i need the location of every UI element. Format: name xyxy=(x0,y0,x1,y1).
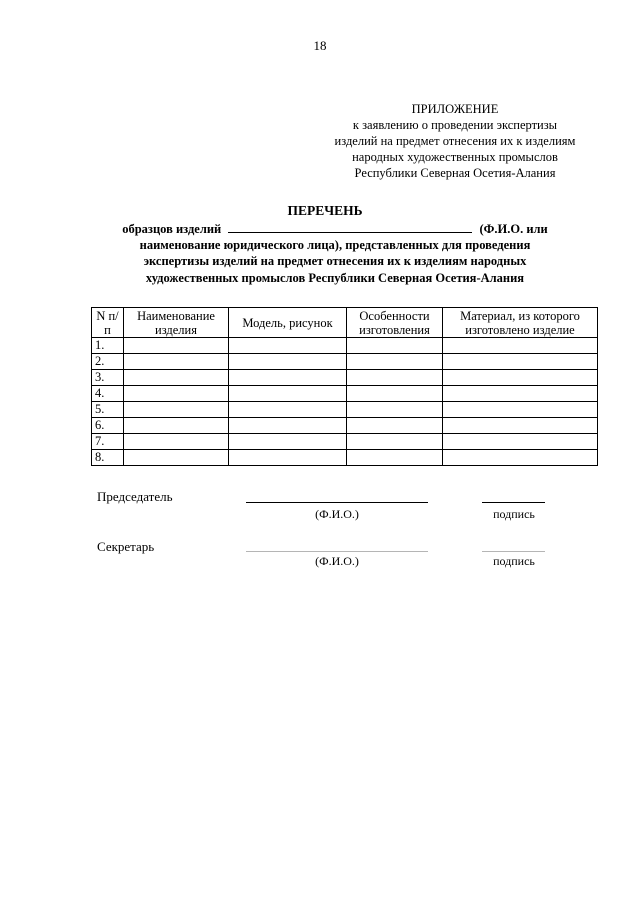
table-cell xyxy=(124,338,229,354)
table-row xyxy=(92,370,598,386)
table-cell xyxy=(124,402,229,418)
table-row xyxy=(92,338,598,354)
row-number: 8. xyxy=(92,450,124,466)
subtitle-line: художественных промыслов Республики Северная Осетия-Алания xyxy=(145,270,525,285)
subtitle-end: (Ф.И.О. или xyxy=(479,222,548,236)
table-cell xyxy=(347,370,443,386)
subtitle-line xyxy=(95,221,575,237)
table-cell xyxy=(347,338,443,354)
table-cell xyxy=(229,450,347,466)
table-row xyxy=(92,450,598,466)
row-number: 2. xyxy=(92,354,124,370)
secretary-signature-caption: подпись xyxy=(493,554,535,568)
row-number: 1. xyxy=(92,338,124,354)
page-number: 18 xyxy=(313,38,327,53)
table-cell xyxy=(124,354,229,370)
table-cell xyxy=(229,338,347,354)
table-row xyxy=(92,418,598,434)
table-cell xyxy=(229,386,347,402)
table-header-row xyxy=(92,308,598,338)
table-cell xyxy=(347,402,443,418)
table-cell xyxy=(229,418,347,434)
table-cell xyxy=(124,386,229,402)
table-cell xyxy=(347,434,443,450)
table-cell xyxy=(229,354,347,370)
header-item-name: Наименование изделия xyxy=(124,308,229,338)
secretary-label: Секретарь xyxy=(97,539,155,554)
chairman-signature-line xyxy=(482,488,545,503)
header-model: Модель, рисунок xyxy=(229,308,347,338)
chairman-signature-caption: подпись xyxy=(493,507,535,521)
table-cell xyxy=(443,450,598,466)
header-features: Особенности изготовления xyxy=(347,308,443,338)
appendix-line: к заявлению о проведении экспертизы xyxy=(352,118,558,132)
row-number: 4. xyxy=(92,386,124,402)
appendix-line: Республики Северная Осетия-Алания xyxy=(354,166,556,180)
table-cell xyxy=(229,434,347,450)
table-cell xyxy=(229,402,347,418)
name-fill-line xyxy=(228,221,472,233)
subtitle-line: наименование юридического лица), представленных для проведения xyxy=(139,238,531,253)
table-cell xyxy=(124,418,229,434)
table-row xyxy=(92,434,598,450)
appendix-line: народных художественных промыслов xyxy=(352,150,558,164)
chairman-fio-caption: (Ф.И.О.) xyxy=(315,507,359,521)
table-cell xyxy=(124,434,229,450)
row-number: 5. xyxy=(92,402,124,418)
table-cell xyxy=(443,338,598,354)
row-number: 6. xyxy=(92,418,124,434)
table-cell xyxy=(347,418,443,434)
row-number: 7. xyxy=(92,434,124,450)
secretary-signature-line xyxy=(482,537,545,552)
table-cell xyxy=(347,386,443,402)
table-row xyxy=(92,386,598,402)
table-row xyxy=(92,354,598,370)
table-cell xyxy=(443,354,598,370)
table-cell xyxy=(229,370,347,386)
document-subtitle xyxy=(95,221,575,286)
document-title: ПЕРЕЧЕНЬ xyxy=(287,203,363,218)
table-cell xyxy=(443,386,598,402)
table-cell xyxy=(443,418,598,434)
row-number: 3. xyxy=(92,370,124,386)
header-number: N п/п xyxy=(92,308,124,338)
appendix-header xyxy=(300,101,610,181)
table-cell xyxy=(443,370,598,386)
chairman-label: Председатель xyxy=(97,489,173,504)
secretary-fio-caption: (Ф.И.О.) xyxy=(315,554,359,568)
table-cell xyxy=(124,370,229,386)
items-table xyxy=(91,307,598,466)
table-cell xyxy=(443,434,598,450)
table-row xyxy=(92,402,598,418)
secretary-fio-line xyxy=(246,537,428,552)
subtitle-line: экспертизы изделий на предмет отнесения их к изделиям народных xyxy=(143,254,527,269)
table-cell xyxy=(443,402,598,418)
header-material: Материал, из которого изготовлено изделие xyxy=(443,308,598,338)
appendix-line: ПРИЛОЖЕНИЕ xyxy=(411,102,499,116)
table-cell xyxy=(347,354,443,370)
appendix-line: изделий на предмет отнесения их к изделиям xyxy=(334,134,576,148)
chairman-fio-line xyxy=(246,488,428,503)
table-cell xyxy=(347,450,443,466)
table-cell xyxy=(124,450,229,466)
subtitle-start: образцов изделий xyxy=(122,222,222,236)
